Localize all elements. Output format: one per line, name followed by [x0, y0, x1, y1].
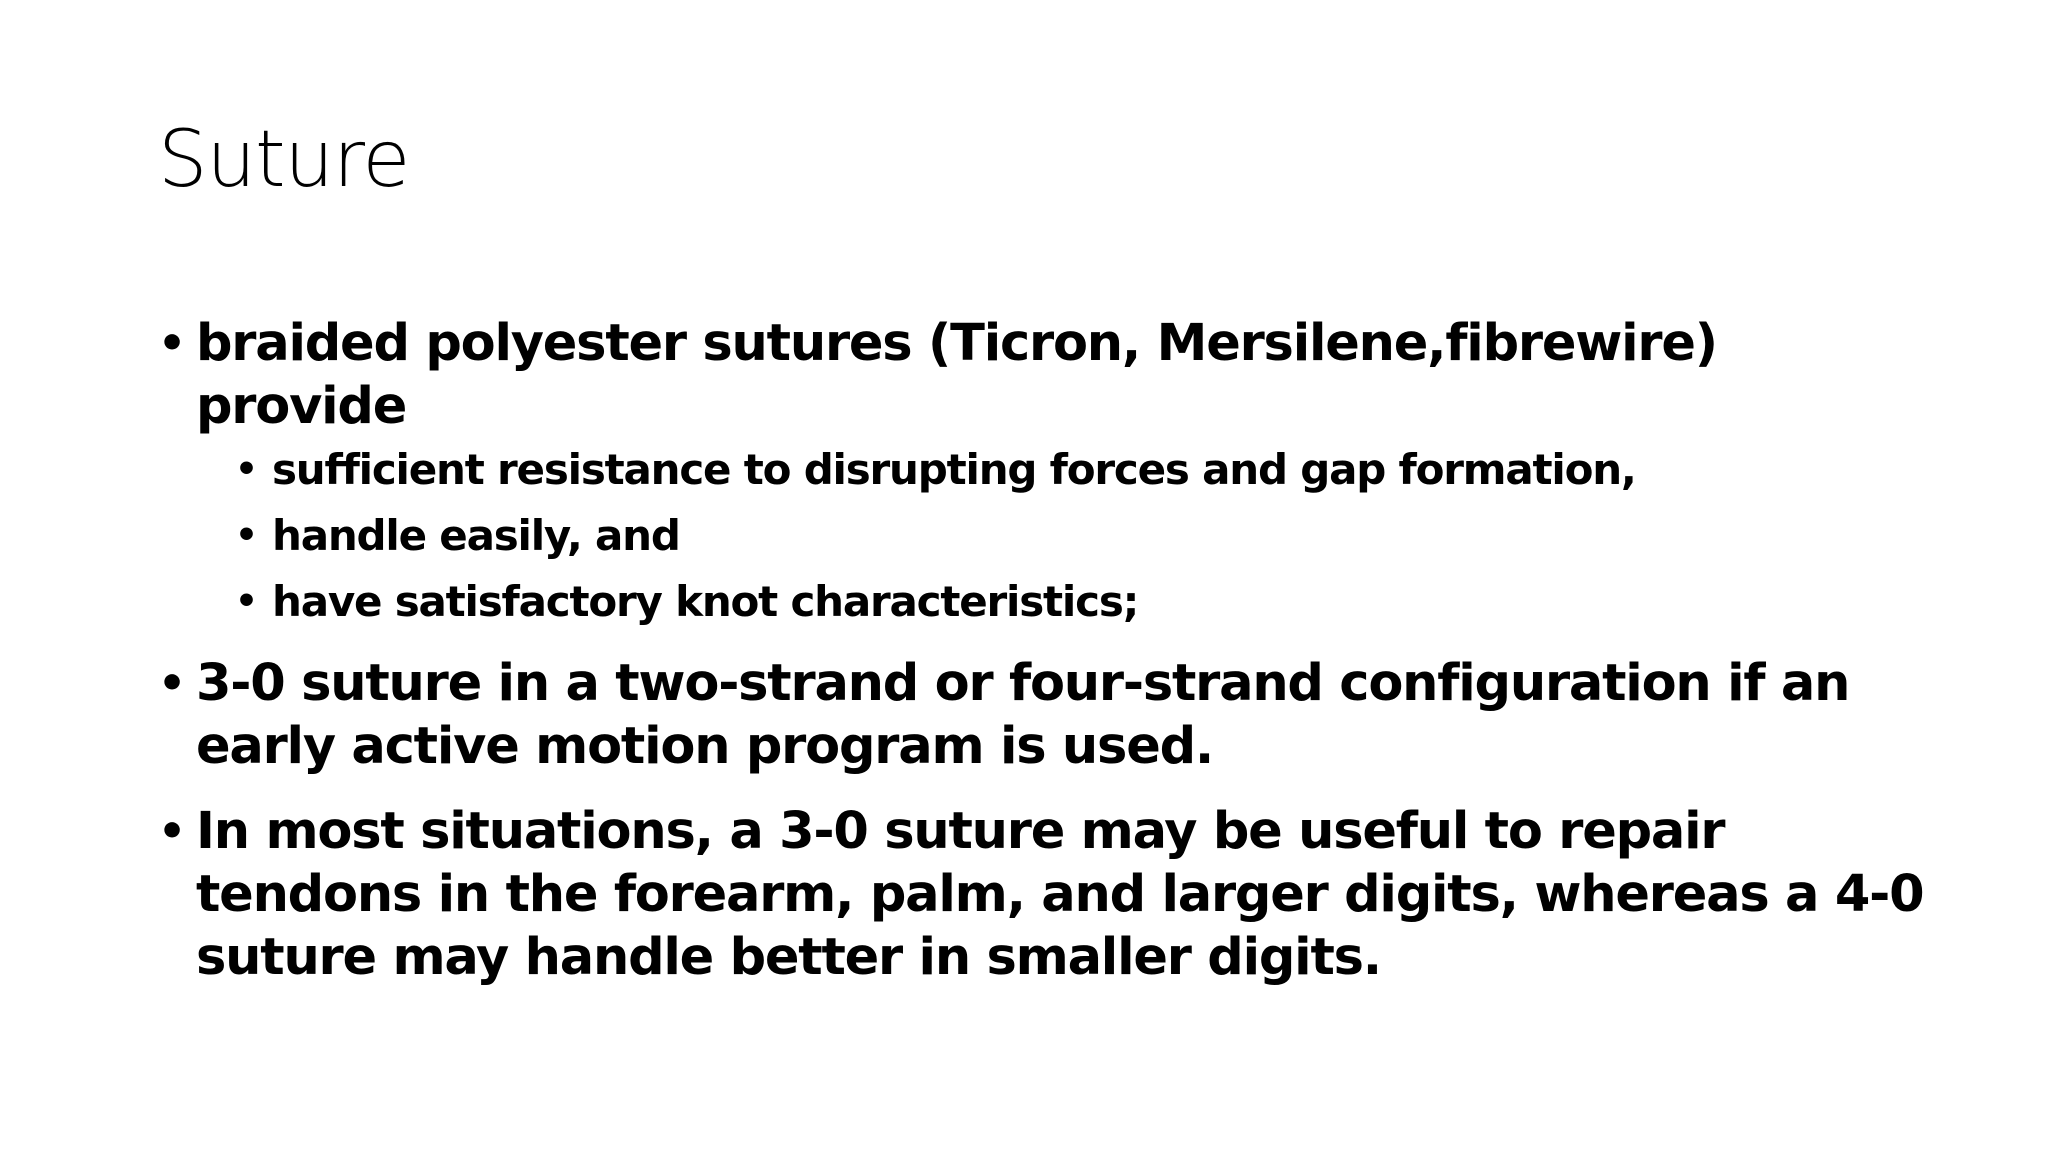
sub-bullet-text: have satisfactory knot characteristics;: [272, 577, 1139, 626]
slide-body: [158, 312, 1938, 1011]
sub-bullet-text: handle easily, and: [272, 511, 680, 560]
bullet-item: [158, 800, 1938, 989]
sub-bullet-item: [235, 508, 1938, 564]
bullet-dot-icon: •: [235, 581, 257, 622]
bullet-dot-icon: •: [158, 806, 185, 857]
bullet-text: 3-0 suture in a two-strand or four-strand configuration if an early active motion program is used.: [196, 654, 1850, 776]
bullet-item: [158, 652, 1938, 778]
bullet-text: In most situations, a 3-0 suture may be useful to repair tendons in the forearm, palm, and larger digits, whereas a 4-0 suture may handle better in smaller digits.: [196, 802, 1924, 987]
bullet-dot-icon: •: [158, 318, 185, 369]
bullet-dot-icon: •: [235, 449, 257, 490]
slide-title: Suture: [158, 115, 410, 205]
bullet-dot-icon: •: [158, 658, 185, 709]
bullet-dot-icon: •: [235, 515, 257, 556]
sub-bullet-text: sufficient resistance to disrupting forces and gap formation,: [272, 445, 1636, 494]
bullet-text: braided polyester sutures (Ticron, Mersilene,fibrewire) provide: [196, 314, 1717, 436]
bullet-item: [158, 312, 1938, 438]
sub-bullet-item: [235, 574, 1938, 630]
sub-bullet-item: [235, 442, 1938, 498]
